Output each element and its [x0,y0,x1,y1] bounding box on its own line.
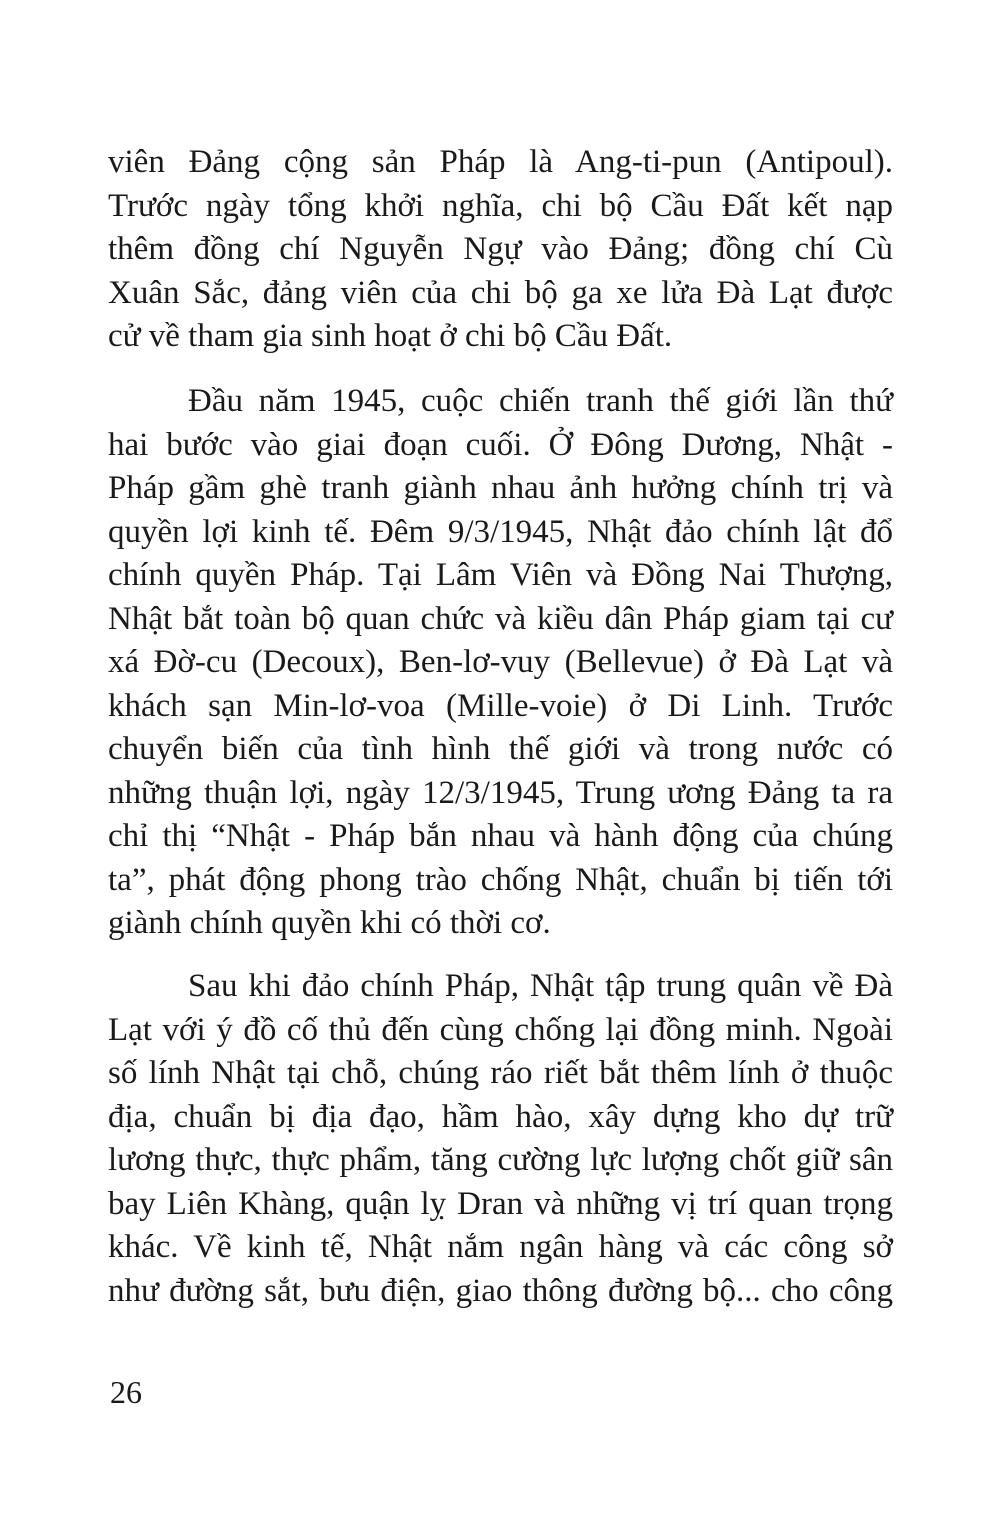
text-line: Đầu năm 1945, cuộc chiến tranh thế giới lần thứ [188,383,893,419]
text-line: những thuận lợi, ngày 12/3/1945, Trung ương Đảng ta ra [108,774,893,811]
text-line: số lính Nhật tại chỗ, chúng ráo riết bắt thêm lính ở thuộc [108,1055,893,1091]
page-number: 26 [110,1374,142,1410]
text-line: địa, chuẩn bị địa đạo, hầm hào, xây dựng kho dự trữ [108,1098,893,1135]
paragraph-1 [108,141,893,359]
text-line: chính quyền Pháp. Tại Lâm Viên và Đồng Nai Thượng, [108,557,893,593]
text-line: cử về tham gia sinh hoạt ở chi bộ Cầu Đất. [108,318,673,354]
text-line: Sau khi đảo chính Pháp, Nhật tập trung quân về Đà [188,968,893,1004]
text-line: thêm đồng chí Nguyễn Ngự vào Đảng; đồng chí Cù [108,231,893,267]
text-line: hai bước vào giai đoạn cuối. Ở Đông Dương, Nhật - [108,426,893,463]
text-line: chỉ thị “Nhật - Pháp bắn nhau và hành động của chúng [108,818,893,854]
text-line: Trước ngày tổng khởi nghĩa, chi bộ Cầu Đất kết nạp [108,187,893,224]
text-line: Pháp gầm ghè tranh giành nhau ảnh hưởng chính trị và [108,470,893,506]
text-line: Xuân Sắc, đảng viên của chi bộ ga xe lửa Đà Lạt được [108,274,893,311]
text-line: chuyển biến của tình hình thế giới và trong nước có [108,731,893,767]
text-line: bay Liên Khàng, quận lỵ Dran và những vị trí quan trọng [108,1185,893,1222]
text-line: giành chính quyền khi có thời cơ. [108,905,551,941]
text-line: lương thực, thực phẩm, tăng cường lực lượng chốt giữ sân [108,1142,893,1178]
text-line: viên Đảng cộng sản Pháp là Ang-ti-pun (Antipoul). [108,144,893,180]
text-line: Lạt với ý đồ cố thủ đến cùng chống lại đồng minh. Ngoài [108,1011,893,1048]
text-line: quyền lợi kinh tế. Đêm 9/3/1945, Nhật đảo chính lật đổ [108,513,893,550]
paragraph-3 [108,965,893,1313]
text-line: khách sạn Min-lơ-voa (Mille-voie) ở Di Linh. Trước [108,687,893,724]
paragraph-2 [108,380,893,946]
text-line: khác. Về kinh tế, Nhật nắm ngân hàng và các công sở [108,1229,893,1265]
text-line: xá Đờ-cu (Decoux), Ben-lơ-vuy (Bellevue) ở Đà Lạt và [108,644,893,680]
text-line: ta”, phát động phong trào chống Nhật, chuẩn bị tiến tới [108,861,893,898]
text-line: Nhật bắt toàn bộ quan chức và kiều dân Pháp giam tại cư [108,600,893,637]
text-line: như đường sắt, bưu điện, giao thông đường bộ... cho công [108,1272,893,1309]
